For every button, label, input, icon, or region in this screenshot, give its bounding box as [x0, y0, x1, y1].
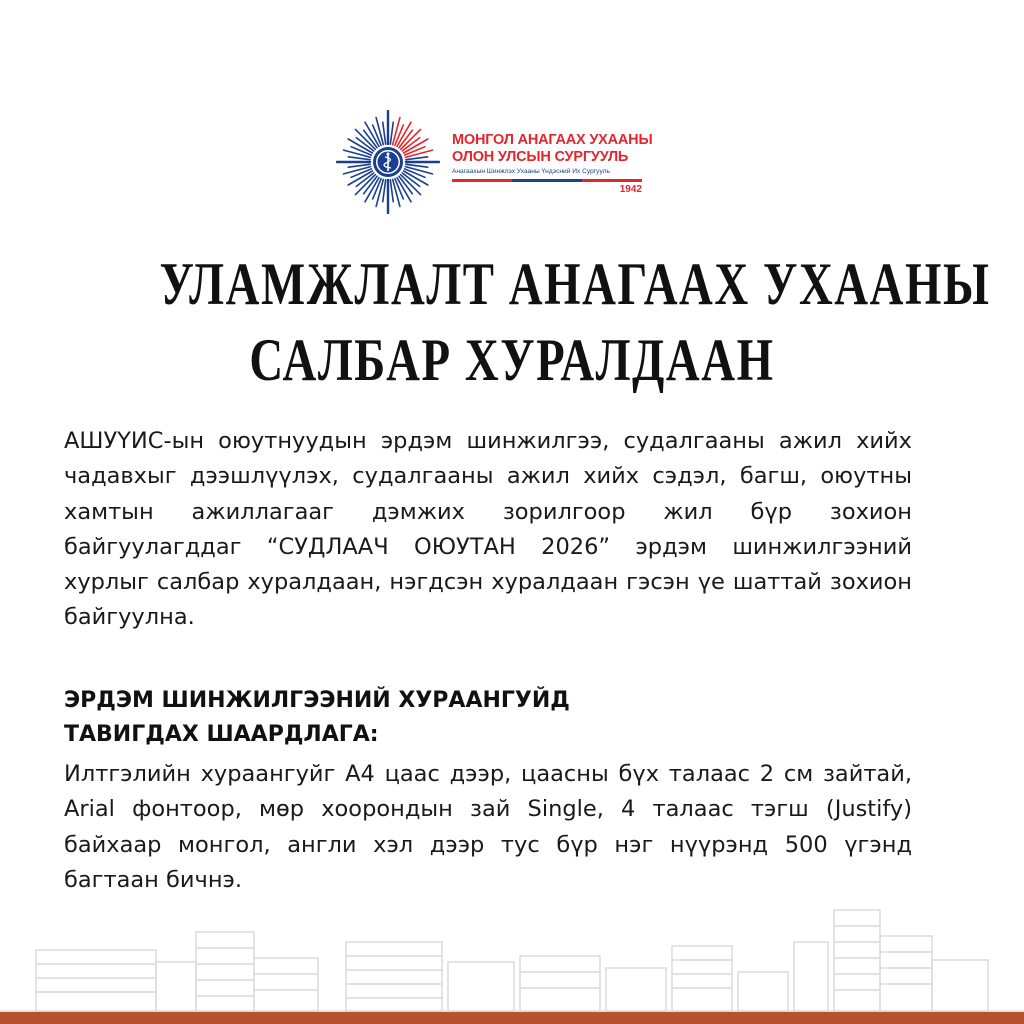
page-title: [159, 246, 991, 398]
logo-year: 1942: [619, 184, 642, 195]
logo-title-line2: ОЛОН УЛСЫН СУРГУУЛЬ: [452, 149, 629, 165]
city-skyline-illustration: [0, 902, 1024, 1012]
university-emblem-icon: [336, 110, 440, 214]
title-line1: УЛАМЖЛАЛТ АНАГААХ УХААНЫ: [159, 251, 991, 317]
intro-paragraph: АШУҮИС-ын оюутнуудын эрдэм шинжилгээ, судалгааны ажил хийх чадавхыг дээшлүүлэх, судалгааны ажил хийх сэдэл, багш, оюутны хамтын ажиллагааг дэмжих зорилгоор жил бүр зохион байгуулагддаг “СУДЛААЧ ОЮУТАН 2026” эрдэм шинжилгээний хурлыг салбар хуралдаан, нэгдсэн хуралдаан гэсэн үе шаттай зохион байгуулна.: [64, 428, 912, 631]
requirements-heading: [64, 684, 924, 752]
title-line2: САЛБАР ХУРАЛДААН: [249, 327, 775, 393]
university-logo: [336, 110, 656, 214]
requirements-heading-line1: ЭРДЭМ ШИНЖИЛГЭЭНИЙ ХУРААНГУЙД: [64, 688, 570, 713]
bottom-bar: [0, 1012, 1024, 1024]
logo-subtitle: Анагаахын Шинжлэх Ухааны Үндэсний Их Сургууль: [452, 168, 610, 175]
logo-wordmark: [452, 132, 652, 195]
logo-divider: [452, 179, 642, 182]
requirements-heading-line2: ТАВИГДАХ ШААРДЛАГА:: [64, 722, 379, 747]
requirements-paragraph: Илтгэлийн хураангуйг А4 цаас дээр, цаасны бүх талаас 2 см зайтай, Arial фонтоор, мөр хоорондын зай Single, 4 талаас тэгш (Justify) байхаар монгол, англи хэл дээр тус бүр нэг нүүрэнд 500 үгэнд багтаан бичнэ.: [64, 761, 912, 893]
logo-title-line1: МОНГОЛ АНАГААХ УХААНЫ: [452, 132, 653, 148]
